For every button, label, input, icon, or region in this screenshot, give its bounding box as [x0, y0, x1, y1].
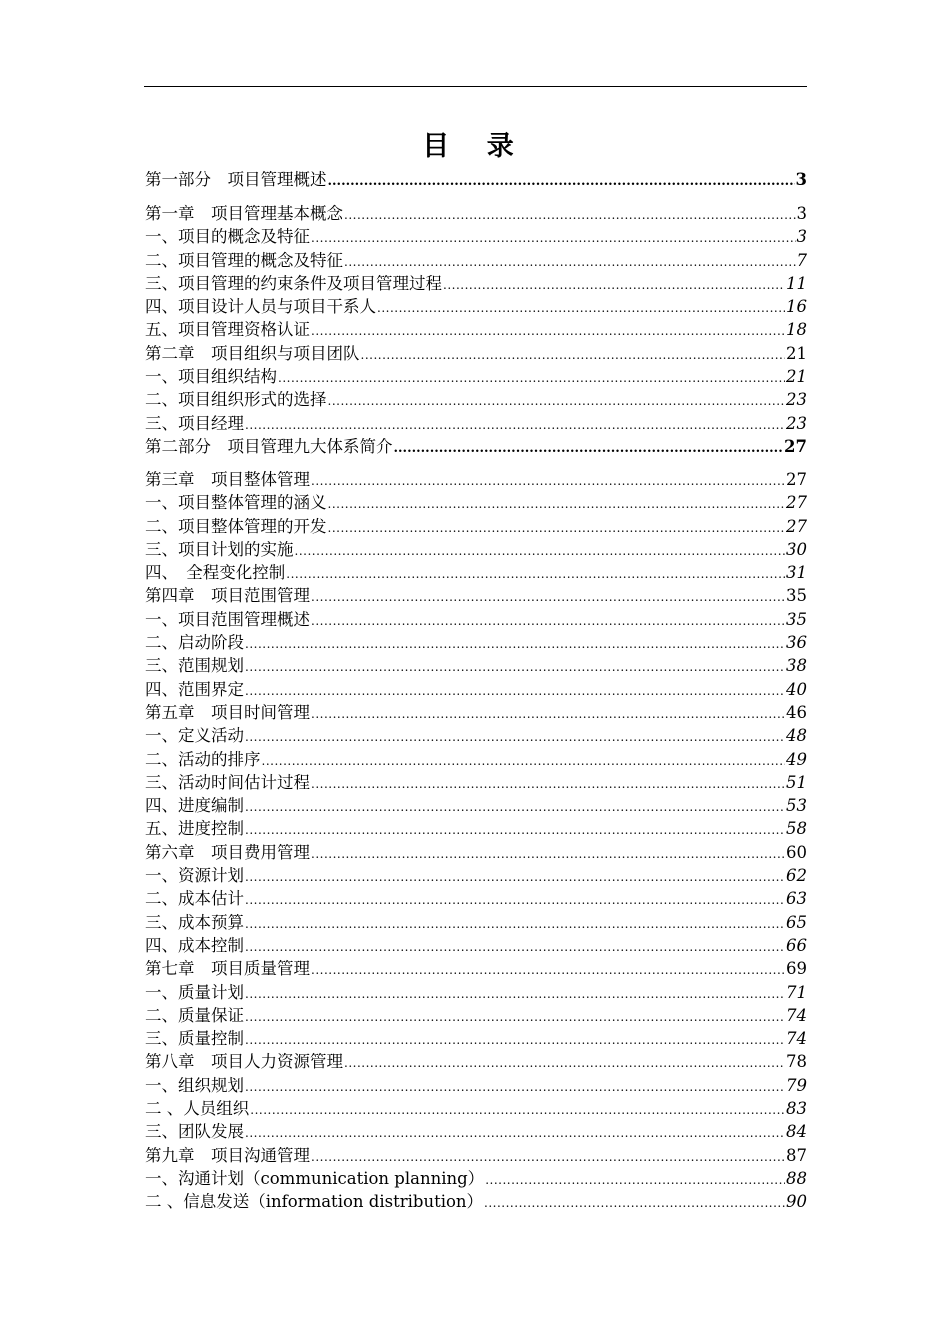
toc-entry-page-number: 46 [786, 702, 807, 722]
toc-entry-label: 第三章 项目整体管理 [145, 469, 310, 489]
toc-entry-label: 一、项目范围管理概述 [145, 609, 310, 629]
toc-entry-label: 二、项目管理的概念及特征 [145, 250, 343, 270]
toc-entry-section[interactable] [145, 724, 807, 747]
toc-entry-section[interactable] [145, 794, 807, 817]
toc-entry-page-number: 74 [786, 1029, 807, 1049]
toc-entry-page-number: 90 [786, 1192, 807, 1212]
toc-entry-section[interactable] [145, 491, 807, 514]
toc-entry-section[interactable] [145, 318, 807, 341]
toc-entry-page-number: 51 [786, 772, 807, 792]
dot-leader [245, 913, 785, 936]
toc-entry-page-number: 84 [786, 1122, 807, 1142]
toc-entry-page-number: 78 [786, 1052, 807, 1072]
toc-entry-section[interactable] [145, 365, 807, 388]
toc-entry-page-number: 62 [786, 866, 807, 886]
toc-entry-part[interactable] [145, 435, 807, 468]
toc-entry-page-number: 3 [795, 170, 807, 189]
toc-entry-page-number: 87 [786, 1145, 807, 1165]
toc-entry-label: 一、组织规划 [145, 1075, 244, 1095]
dot-leader [311, 610, 785, 633]
dot-leader [361, 344, 786, 367]
toc-entry-label: 二、启动阶段 [145, 633, 244, 653]
toc-entry-section[interactable] [145, 608, 807, 631]
toc-entry-chapter[interactable] [145, 1050, 807, 1073]
dot-leader [245, 1122, 785, 1145]
toc-entry-page-number: 63 [786, 889, 807, 909]
toc-entry-section[interactable] [145, 515, 807, 538]
toc-entry-section[interactable] [145, 771, 807, 794]
toc-entry-section[interactable] [145, 1097, 807, 1120]
dot-leader [245, 889, 785, 912]
toc-entry-page-number: 66 [786, 935, 807, 955]
toc-entry-label: 二、成本估计 [145, 889, 244, 909]
dot-leader [328, 170, 795, 194]
toc-entry-label: 第二章 项目组织与项目团队 [145, 343, 360, 363]
toc-entry-section[interactable] [145, 272, 807, 295]
dot-leader [344, 251, 796, 274]
dot-leader [484, 1192, 785, 1215]
toc-entry-section[interactable] [145, 817, 807, 840]
toc-entry-label: 第八章 项目人力资源管理 [145, 1052, 343, 1072]
dot-leader [245, 414, 785, 437]
dot-leader [245, 796, 785, 819]
dot-leader [377, 297, 785, 320]
toc-entry-label: 一、资源计划 [145, 866, 244, 886]
dot-leader [245, 1006, 785, 1029]
toc-entry-chapter[interactable] [145, 841, 807, 864]
toc-entry-label: 二、活动的排序 [145, 749, 261, 769]
toc-entry-page-number: 27 [786, 469, 807, 489]
toc-entry-label: 第五章 项目时间管理 [145, 702, 310, 722]
toc-entry-section[interactable] [145, 538, 807, 561]
dot-leader [311, 320, 785, 343]
toc-entry-label: 一、定义活动 [145, 726, 244, 746]
dot-leader [245, 936, 785, 959]
toc-entry-page-number: 53 [786, 796, 807, 816]
toc-entry-label: 第七章 项目质量管理 [145, 959, 310, 979]
toc-entry-section[interactable] [145, 1120, 807, 1143]
dot-leader [250, 1099, 785, 1122]
toc-entry-section[interactable] [145, 981, 807, 1004]
toc-entry-label: 三、成本预算 [145, 912, 244, 932]
toc-entry-page-number: 58 [786, 819, 807, 839]
toc-entry-section[interactable] [145, 654, 807, 677]
toc-entry-section[interactable] [145, 864, 807, 887]
toc-entry-page-number: 30 [786, 539, 807, 559]
toc-entry-section[interactable] [145, 249, 807, 272]
dot-leader [245, 726, 785, 749]
toc-entry-label: 第四章 项目范围管理 [145, 586, 310, 606]
toc-entry-chapter[interactable] [145, 202, 807, 225]
toc-entry-label: 四、成本控制 [145, 935, 244, 955]
dot-leader [311, 586, 785, 609]
toc-entry-page-number: 49 [786, 749, 807, 769]
dot-leader [245, 656, 785, 679]
toc-entry-part[interactable] [145, 168, 807, 202]
toc-entry-label: 二 、人员组织 [145, 1098, 250, 1118]
dot-leader [485, 1169, 785, 1192]
toc-entry-chapter[interactable] [145, 701, 807, 724]
toc-entry-section[interactable] [145, 631, 807, 654]
toc-entry-section[interactable] [145, 911, 807, 934]
toc-entry-section[interactable] [145, 1190, 807, 1213]
toc-entry-page-number: 3 [796, 204, 807, 223]
toc-entry-label: 五、进度控制 [145, 819, 244, 839]
dot-leader [286, 563, 785, 586]
toc-entry-label: 二、项目整体管理的开发 [145, 516, 327, 536]
toc-entry-section[interactable] [145, 934, 807, 957]
toc-entry-page-number: 27 [786, 493, 807, 513]
toc-entry-label: 三、范围规划 [145, 656, 244, 676]
toc-entry-page-number: 7 [796, 250, 807, 270]
toc-entry-page-number: 79 [786, 1075, 807, 1095]
toc-entry-page-number: 48 [786, 726, 807, 746]
dot-leader [245, 866, 785, 889]
toc-entry-label: 一、质量计划 [145, 982, 244, 1002]
dot-leader [328, 493, 786, 516]
toc-entry-section[interactable] [145, 1004, 807, 1027]
toc-entry-page-number: 21 [786, 367, 807, 387]
toc-entry-label: 二 、信息发送（information distribution） [145, 1192, 484, 1212]
toc-entry-chapter[interactable] [145, 957, 807, 980]
toc-entry-section[interactable] [145, 678, 807, 701]
dot-leader [311, 227, 796, 250]
toc-entry-label: 五、项目管理资格认证 [145, 320, 310, 340]
toc-entry-page-number: 11 [786, 273, 807, 293]
toc-entry-label: 三、项目计划的实施 [145, 539, 294, 559]
toc-entry-chapter[interactable] [145, 1144, 807, 1167]
dot-leader [311, 959, 785, 982]
toc-entry-label: 四、进度编制 [145, 796, 244, 816]
dot-leader [311, 470, 785, 493]
toc-entry-section[interactable] [145, 1167, 807, 1190]
toc-entry-section[interactable] [145, 295, 807, 318]
toc-entry-page-number: 38 [786, 656, 807, 676]
toc-entry-section[interactable] [145, 388, 807, 411]
toc-entry-chapter[interactable] [145, 342, 807, 365]
dot-leader [311, 773, 785, 796]
dot-leader [394, 437, 784, 461]
toc-entry-page-number: 60 [786, 842, 807, 862]
dot-leader [328, 517, 786, 540]
toc-entry-page-number: 88 [786, 1168, 807, 1188]
dot-leader [262, 750, 786, 773]
dot-leader [443, 274, 785, 297]
toc-entry-page-number: 27 [784, 436, 807, 456]
dot-leader [328, 390, 786, 413]
toc-entry-section[interactable] [145, 748, 807, 771]
dot-leader [245, 983, 785, 1006]
toc-entry-label: 四、范围界定 [145, 679, 244, 699]
dot-leader [344, 1052, 785, 1075]
toc-title: 目 录 [422, 131, 528, 162]
toc-entry-label: 四、项目设计人员与项目干系人 [145, 297, 376, 317]
toc-entry-label: 二、项目组织形式的选择 [145, 390, 327, 410]
toc-entry-page-number: 35 [786, 586, 807, 606]
toc-entry-label: 三、项目经理 [145, 413, 244, 433]
dot-leader [245, 633, 785, 656]
toc-entry-page-number: 31 [786, 563, 807, 583]
toc-entry-chapter[interactable] [145, 468, 807, 491]
toc-entry-label: 二、质量保证 [145, 1005, 244, 1025]
table-of-contents [145, 168, 807, 1213]
toc-entry-label: 四、 全程变化控制 [145, 563, 286, 583]
toc-entry-page-number: 23 [786, 390, 807, 410]
dot-leader [245, 819, 785, 842]
dot-leader [245, 1076, 785, 1099]
toc-entry-label: 三、活动时间估计过程 [145, 772, 310, 792]
toc-entry-label: 一、项目组织结构 [145, 367, 277, 387]
toc-entry-label: 一、项目整体管理的涵义 [145, 493, 327, 513]
toc-entry-label: 第二部分 项目管理九大体系简介 [145, 436, 393, 456]
toc-entry-section[interactable] [145, 561, 807, 584]
toc-entry-label: 一、沟通计划（communication planning） [145, 1168, 485, 1188]
toc-entry-page-number: 74 [786, 1005, 807, 1025]
toc-entry-label: 三、质量控制 [145, 1029, 244, 1049]
toc-entry-page-number: 21 [786, 343, 807, 363]
toc-entry-label: 一、项目的概念及特征 [145, 227, 310, 247]
toc-entry-page-number: 71 [786, 982, 807, 1002]
toc-entry-page-number: 18 [786, 320, 807, 340]
toc-entry-label: 第六章 项目费用管理 [145, 842, 310, 862]
toc-entry-page-number: 69 [786, 959, 807, 979]
toc-entry-page-number: 16 [786, 297, 807, 317]
dot-leader [311, 703, 785, 726]
toc-entry-page-number: 35 [786, 609, 807, 629]
dot-leader [311, 843, 785, 866]
toc-entry-section[interactable] [145, 1027, 807, 1050]
toc-entry-label: 三、项目管理的约束条件及项目管理过程 [145, 273, 442, 293]
toc-entry-page-number: 36 [786, 633, 807, 653]
toc-entry-label: 第九章 项目沟通管理 [145, 1145, 310, 1165]
toc-entry-label: 第一部分 项目管理概述 [145, 170, 327, 189]
dot-leader [245, 1029, 785, 1052]
dot-leader [245, 680, 785, 703]
toc-entry-section[interactable] [145, 1074, 807, 1097]
toc-entry-page-number: 40 [786, 679, 807, 699]
toc-entry-chapter[interactable] [145, 584, 807, 607]
toc-entry-page-number: 83 [786, 1098, 807, 1118]
toc-entry-section[interactable] [145, 412, 807, 435]
dot-leader [295, 540, 786, 563]
toc-entry-page-number: 65 [786, 912, 807, 932]
toc-entry-label: 三、团队发展 [145, 1122, 244, 1142]
toc-entry-page-number: 3 [796, 227, 807, 247]
dot-leader [311, 1146, 785, 1169]
toc-entry-section[interactable] [145, 225, 807, 248]
dot-leader [344, 204, 796, 227]
toc-entry-page-number: 23 [786, 413, 807, 433]
toc-entry-page-number: 27 [786, 516, 807, 536]
toc-entry-section[interactable] [145, 887, 807, 910]
dot-leader [278, 367, 785, 390]
header-rule [144, 86, 807, 87]
toc-entry-label: 第一章 项目管理基本概念 [145, 204, 343, 223]
